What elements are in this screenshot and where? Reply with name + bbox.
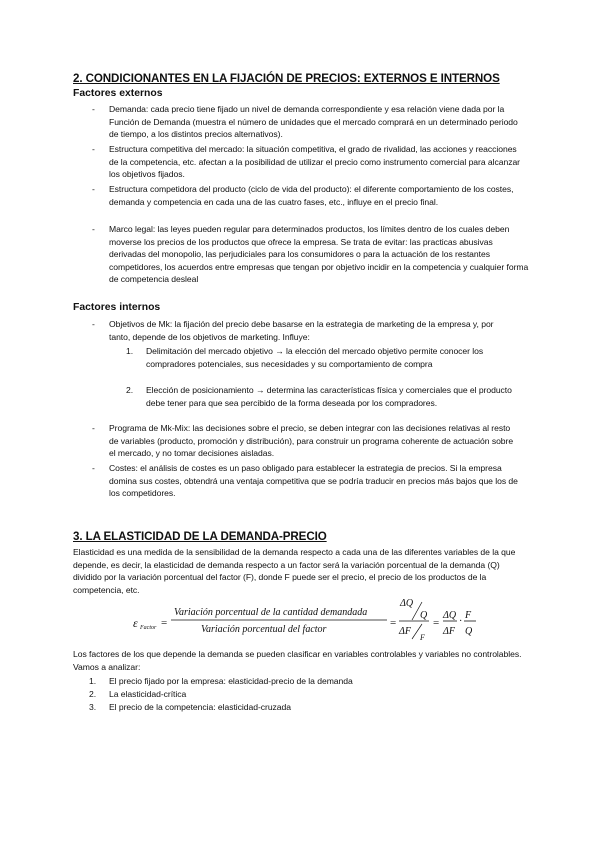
item-text: Programa de Mk-Mix: las decisiones sobre el precio, se deben integrar con las decisiones relativas al resto de variables (producto, promoción y distribución), para construir un programa coherente de actuación sobre el mercado, y no tomar decisiones aisladas. — [109, 423, 514, 458]
numbered-list-item — [89, 675, 509, 688]
delta-q-2: ΔQ — [443, 610, 457, 621]
section-2-title: 2. CONDICIONANTES EN LA FIJACIÓN DE PRECIOS: EXTERNOS E INTERNOS — [73, 72, 500, 85]
formula-denominator: Variación porcentual del factor — [201, 624, 327, 635]
item-text: Estructura competitiva del mercado: la situación competitiva, el grado de rivalidad, las acciones y reacciones de la competencia, etc. afectan a la posibilidad de utilizar el precio como instrumento comercial para alcanzar los objetivos fijados. — [109, 144, 520, 179]
q-symbol: Q — [420, 610, 428, 621]
item-text: Estructura competidora del producto (ciclo de vida del producto): el diferente comportamiento de los costes, demanda y competencia en cada una de las cuatro fases, etc., influye en el precio final. — [109, 184, 514, 207]
numbered-list-item — [89, 701, 509, 714]
item-text: Marco legal: las leyes pueden regular para determinados productos, los límites dentro de los cuales deben moverse los precios de los productos que ofrece la empresa. Se trata de evitar: las practicas abusivas derivadas del monopolio, las perjudiciales para los consumidores o para la actuación de los restantes competidores, los acuerdos entre empresas que tengan por objetivo incidir en la competencia y cualquier forma de competencia desleal — [109, 224, 529, 284]
epsilon-symbol: ε — [133, 616, 138, 630]
item-text: Costes: el análisis de costes es un paso obligado para establecer la estrategia de precios. Si la empresa domina sus costes, obtendrá una ventaja competitiva que se podría traducir en precios más bajos que los de los competidores. — [109, 463, 518, 498]
item-text: Objetivos de Mk: la fijación del precio debe basarse en la estrategia de marketing de la empresa y, por tanto, depende de los objetivos de marketing. Influye: — [109, 319, 494, 342]
q-symbol-2: Q — [465, 626, 473, 637]
dash-bullet: - — [92, 224, 95, 234]
epsilon-subscript: Factor — [140, 625, 157, 631]
equals-sign-3: = — [433, 617, 440, 629]
factores-internos-heading: Factores internos — [73, 302, 161, 313]
dash-bullet: - — [92, 144, 95, 154]
f-symbol-2: F — [465, 610, 472, 621]
item-text: El precio fijado por la empresa: elasticidad-precio de la demanda — [109, 676, 353, 686]
equals-sign: = — [161, 617, 168, 629]
list-item — [92, 422, 521, 460]
delta-q: ΔQ — [400, 598, 414, 609]
equals-sign-2: = — [390, 617, 397, 629]
number-marker: 1. — [126, 346, 134, 356]
list-item — [92, 103, 527, 141]
numbered-subitem — [126, 384, 530, 409]
item-text: Elección de posicionamiento → determina las características física y comerciales que el producto debe tener para que sea percibido de la forma deseada por los compradores. — [146, 385, 512, 408]
number-marker: 2. — [126, 385, 134, 395]
numbered-subitem — [126, 345, 528, 370]
f-symbol: F — [420, 633, 425, 640]
number-marker: 1. — [89, 676, 97, 686]
dash-bullet: - — [92, 423, 95, 433]
elasticity-intro-paragraph: Elasticidad es una medida de la sensibilidad de la demanda respecto a cada una de las diferentes variables de la que depende, es decir, la elasticidad de demanda respecto a un factor será la variación porcentual de la demanda (Q) dividido por la variación porcentual del factor (F), donde F puede ser el precio, el precio de los productos de la competencia, etc. — [73, 547, 516, 595]
multiply-dot: · — [459, 616, 463, 627]
variables-paragraph: Los factores de los que depende la demanda se pueden clasificar en variables controlables y variables no controlables. Vamos a analizar: — [73, 649, 522, 672]
dash-bullet: - — [92, 463, 95, 473]
delta-f-2: ΔF — [443, 626, 455, 637]
elasticity-formula — [133, 594, 478, 640]
item-text: Demanda: cada precio tiene fijado un nivel de demanda correspondiente y esa relación viene dada por la Función de Demanda (muestra el número de unidades que el mercado comprará en un determinado periodo de tiempo, a los distintos precios alternativos). — [109, 104, 518, 139]
number-marker: 3. — [89, 702, 97, 712]
item-text: La elasticidad-crítica — [109, 689, 187, 699]
dash-bullet: - — [92, 104, 95, 114]
list-item — [92, 462, 529, 500]
number-marker: 2. — [89, 689, 97, 699]
numbered-list-item — [89, 688, 509, 701]
list-item — [92, 318, 513, 343]
delta-f: ΔF — [399, 626, 411, 637]
list-item — [92, 183, 519, 208]
dash-bullet: - — [92, 319, 95, 329]
factores-externos-heading: Factores externos — [73, 88, 163, 99]
list-item — [92, 223, 529, 286]
item-text: El precio de la competencia: elasticidad-cruzada — [109, 702, 291, 712]
item-text: Delimitación del mercado objetivo → la elección del mercado objetivo permite conocer los compradores potenciales, sus necesidades y su comportamiento de compra — [146, 346, 484, 369]
section-3-title: 3. LA ELASTICIDAD DE LA DEMANDA-PRECIO — [73, 530, 327, 543]
list-item — [92, 143, 521, 181]
dash-bullet: - — [92, 184, 95, 194]
formula-numerator: Variación porcentual de la cantidad demandada — [174, 607, 368, 618]
